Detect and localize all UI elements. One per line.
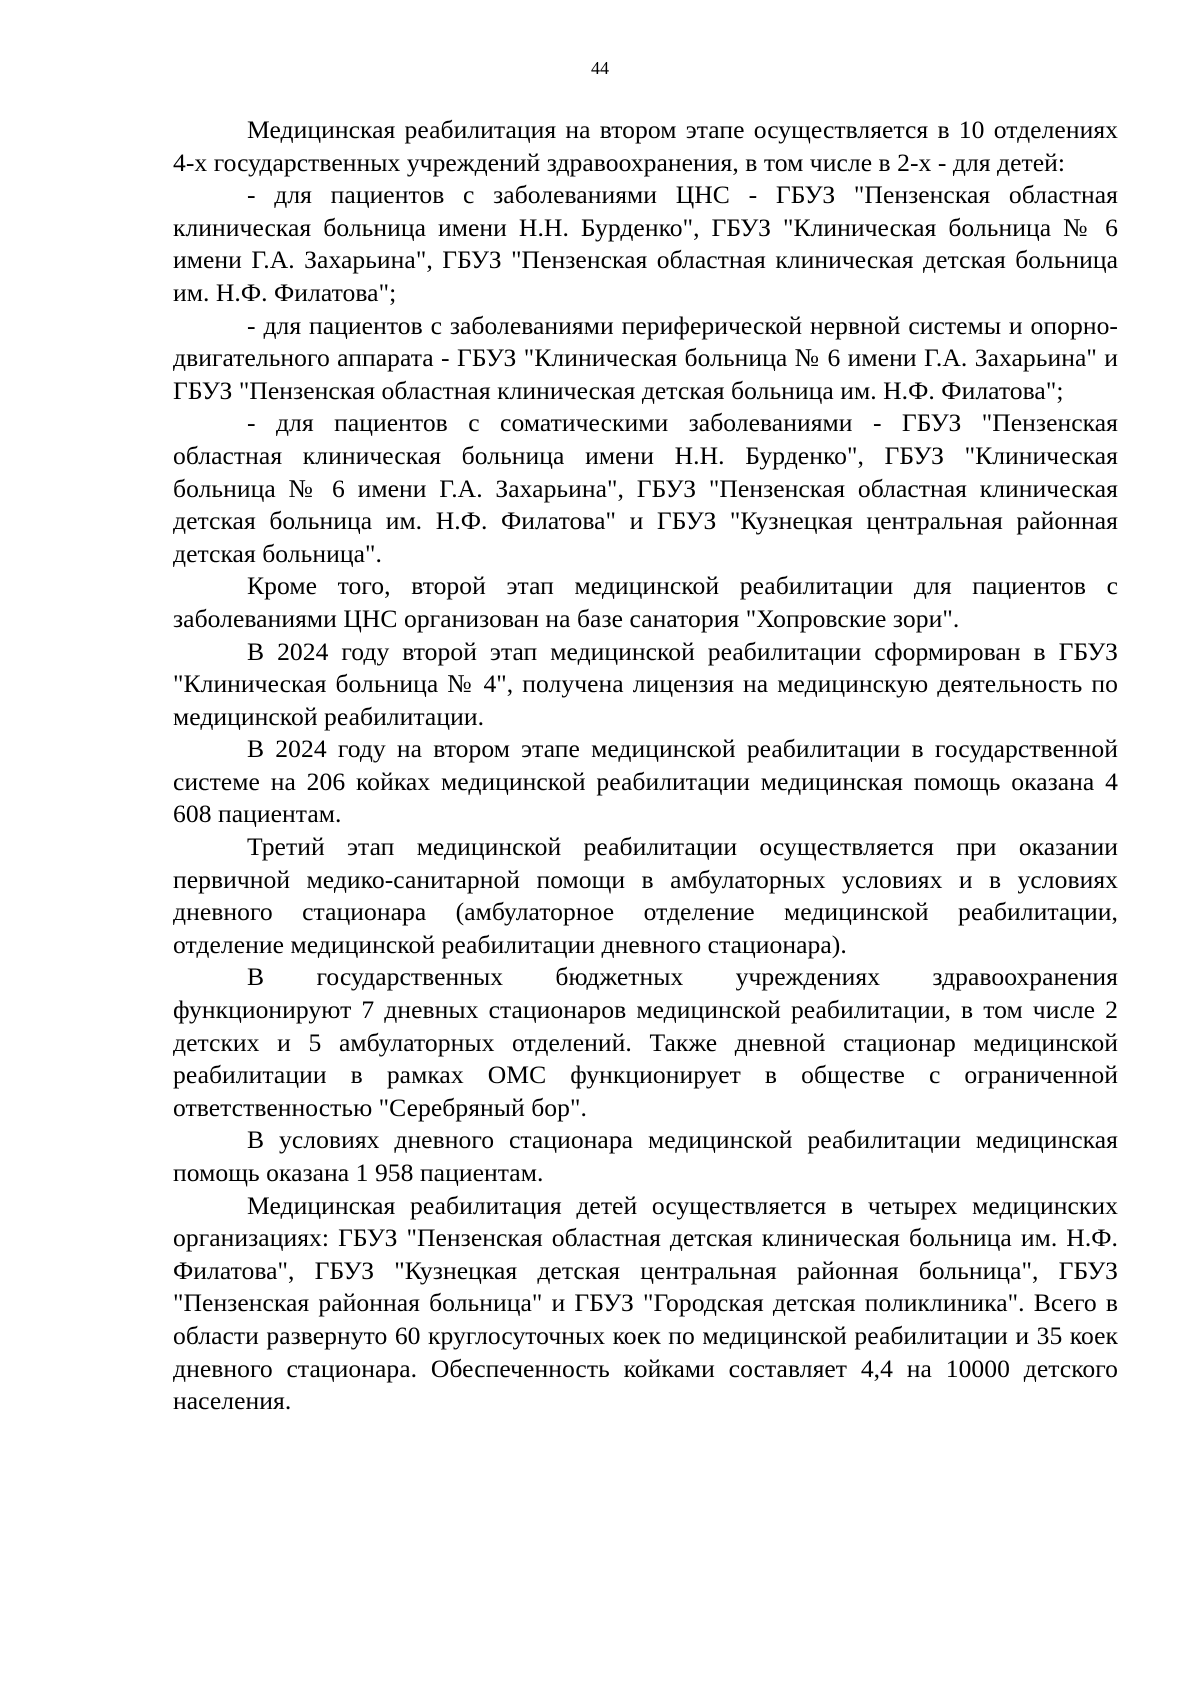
page-number: 44 xyxy=(591,58,609,78)
paragraph-children-rehabilitation: Медицинская реабилитация детей осуществляется в четырех медицинских организациях: ГБУЗ "Пензенская областная детская клиническая больница им. Н.Ф. Филатова", ГБУЗ "Кузнецкая детская центральная районная больница", ГБУЗ "Пензенская районная больница" и ГБУЗ "Городская детская поликлиника". Всего в области развернуто 60 круглосуточных коек по медицинской реабилитации и 35 коек дневного стационара. Обеспеченность койками составляет 4,4 на 10000 детского населения. xyxy=(173,1190,1118,1416)
document-body xyxy=(173,114,1118,1418)
paragraph-third-stage: Третий этап медицинской реабилитации осуществляется при оказании первичной медико-санитарной помощи в амбулаторных условиях и в условиях дневного стационара (амбулаторное отделение медицинской реабилитации, отделение медицинской реабилитации дневного стационара). xyxy=(173,832,1118,959)
paragraph-peripheral-nervous-system: - для пациентов с заболеваниями периферической нервной системы и опорно-двигательного аппарата - ГБУЗ "Клиническая больница № 6 имени Г.А. Захарьина" и ГБУЗ "Пензенская областная клиническая детская больница им. Н.Ф. Филатова"; xyxy=(173,310,1118,405)
paragraph-somatic-diseases: - для пациентов с соматическими заболеваниями - ГБУЗ "Пензенская областная клиническая больница имени Н.Н. Бурденко", ГБУЗ "Клиническая больница № 6 имени Г.А. Захарьина", ГБУЗ "Пензенская областная клиническая детская больница им. Н.Ф. Филатова" и ГБУЗ "Кузнецкая центральная районная детская больница". xyxy=(173,408,1118,568)
paragraph-second-stage-intro: Медицинская реабилитация на втором этапе осуществляется в 10 отделениях 4-х государственных учреждений здравоохранения, в том числе в 2-х - для детей: xyxy=(173,115,1118,177)
paragraph-2024-beds: В 2024 году на втором этапе медицинской реабилитации в государственной системе на 206 койках медицинской реабилитации медицинская помощь оказана 4 608 пациентам. xyxy=(173,734,1118,829)
paragraph-day-hospital-patients: В условиях дневного стационара медицинской реабилитации медицинская помощь оказана 1 958 пациентам. xyxy=(173,1125,1118,1187)
paragraph-cns-patients: - для пациентов с заболеваниями ЦНС - ГБУЗ "Пензенская областная клиническая больница имени Н.Н. Бурденко", ГБУЗ "Клиническая больница № 6 имени Г.А. Захарьина", ГБУЗ "Пензенская областная клиническая детская больница им. Н.Ф. Филатова"; xyxy=(173,180,1118,307)
paragraph-day-hospitals: В государственных бюджетных учреждениях здравоохранения функционируют 7 дневных стационаров медицинской реабилитации, в том числе 2 детских и 5 амбулаторных отделений. Также дневной стационар медицинской реабилитации в рамках ОМС функционирует в обществе с ограниченной ответственностью "Серебряный бор". xyxy=(173,962,1118,1122)
paragraph-2024-hospital-4: В 2024 году второй этап медицинской реабилитации сформирован в ГБУЗ "Клиническая больница № 4", получена лицензия на медицинскую деятельность по медицинской реабилитации. xyxy=(173,636,1118,731)
paragraph-sanatorium: Кроме того, второй этап медицинской реабилитации для пациентов с заболеваниями ЦНС организован на базе санатория "Хопровские зори". xyxy=(173,571,1118,633)
